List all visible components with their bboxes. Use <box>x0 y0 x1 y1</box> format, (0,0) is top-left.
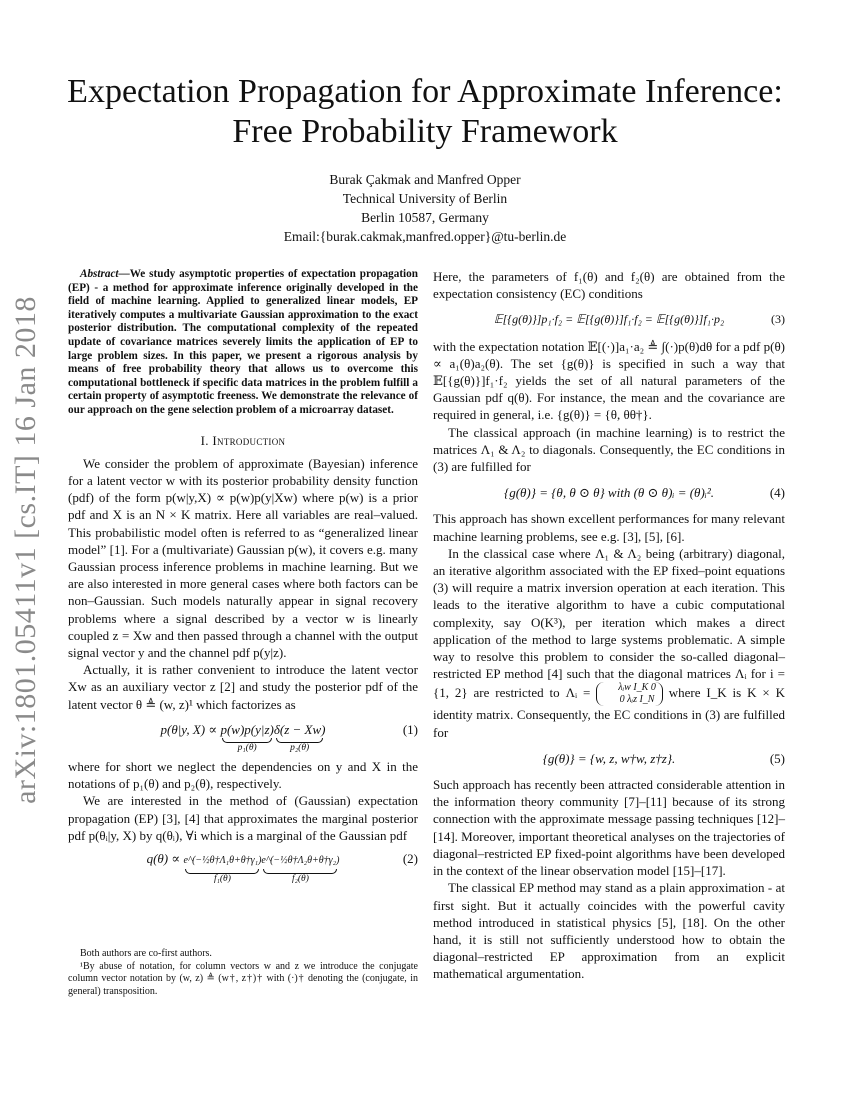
right-paragraph-5b: where I_K is K × K identity matrix. Consequently, the EC conditions in (3) are fulfilled for <box>433 685 785 740</box>
right-column <box>433 268 785 983</box>
eq4-text: {g(θ)} = {θ, θ ⊙ θ} with (θ ⊙ θ)ᵢ = (θ)ᵢ². <box>504 485 714 501</box>
footnote-2: ¹By abuse of notation, for column vectors w and z we introduce the conjugate column vector notation by (w, z) ≜ (w†, z†)† with (·)† denoting the (conjugate, in general) transposition. <box>68 960 418 997</box>
eq2-term-1-text: e^(−½θ†Λ₁θ+θ†γ₁) <box>183 855 262 866</box>
equation-4 <box>433 484 785 501</box>
right-paragraph-3: The classical approach (in machine learning) is to restrict the matrices Λ₁ & Λ₂ to diagonals. Consequently, the EC conditions in (3) are fulfilled for <box>433 424 785 475</box>
author-names: Burak Çakmak and Manfred Opper <box>329 172 521 187</box>
author-email: Email:{burak.cakmak,manfred.opper}@tu-berlin.de <box>283 229 567 244</box>
intro-paragraph-4: We are interested in the method of (Gaussian) expectation propagation (EP) [3], [4] that approximates the marginal posterior pdf p(θᵢ|y, X) by q(θᵢ), ∀i which is a marginal of the Gaussian pdf <box>68 793 418 843</box>
eq2-number: (2) <box>402 851 418 866</box>
eq2-term-1 <box>183 850 261 885</box>
equation-5 <box>433 750 785 767</box>
arxiv-stamp-text: arXiv:1801.05411v1 [cs.IT] 16 Jan 2018 <box>9 296 42 804</box>
right-paragraph-1: Here, the parameters of f₁(θ) and f₂(θ) are obtained from the expectation consistency (EC) conditions <box>433 269 785 302</box>
eq5-number: (5) <box>769 750 785 766</box>
eq2-term-1-label: f₁(θ) <box>213 874 231 885</box>
eq1-term-2-text: δ(z − Xw) <box>273 721 326 737</box>
right-paragraph-7: The classical EP method may stand as a plain approximation - at first sight. But it actually coincides with the powerful cavity method introduced in statistical physics [5], [18]. On the other hand, it is still not sufficiently understood how to obtain the diagonal–restricted EP approximation from an explicit mathematical argumentation. <box>433 880 785 982</box>
title-line-2: Free Probability Framework <box>232 113 618 150</box>
eq2-term-2-label: f₂(θ) <box>291 874 309 885</box>
eq1-term-2-label: p₂(θ) <box>290 742 310 753</box>
eq1-term-1 <box>220 721 273 754</box>
equation-3 <box>433 311 785 328</box>
matrix-row-2: 0 λᵢz I_N <box>619 694 655 706</box>
author-address: Berlin 10587, Germany <box>361 210 489 225</box>
lambda-matrix <box>596 682 663 706</box>
right-paragraph-2: with the expectation notation 𝔼[(·)]a₁·a₂ ≜ ∫(·)p(θ)dθ for a pdf p(θ) ∝ a₁(θ)a₂(θ). The set {g(θ)} is specified in such a way that 𝔼[{g(θ)}]f₁·f₂ yields the set of all natural parameters of the Gaussian pdf q(θ). For instance, the mean and the covariance are required in general, i.e. {g(θ)} = {θ, θθ†}. <box>433 338 785 423</box>
eq1-term-2 <box>274 721 326 754</box>
eq1-number: (1) <box>402 721 418 737</box>
abstract <box>68 268 418 418</box>
eq3-number: (3) <box>771 312 785 327</box>
abstract-label: Abstract <box>80 268 119 280</box>
section-heading-introduction: I. Introduction <box>200 432 286 448</box>
eq2-term-2 <box>261 850 339 885</box>
equation-1 <box>68 721 418 754</box>
lambda-def-lhs: Λᵢ = <box>565 685 597 701</box>
author-affiliation: Technical University of Berlin <box>342 191 508 206</box>
intro-paragraph-1: We consider the problem of approximate (Bayesian) inference for a latent vector w with its posterior probability density function (pdf) of the form p(w|y,X) ∝ p(w)p(y|Xw) where p(w) is a prior pdf and X is an N × K matrix. Here all variables are real–valued. This probabilistic model often is referred to as “generalized linear model” [1]. For a (multivariate) Gaussian p(w), it covers e.g. many Gaussian process inference problems in machine learning. But we are also interested in more general cases where both factors can be non–Gaussian. Such models naturally appear in signal recovery problems where a signal described by a vector w is linearly coupled z = Xw and then passed through a channel with the output signal vector y and the channel pdf p(y|z). <box>68 455 418 660</box>
right-paragraph-5 <box>433 545 785 741</box>
eq1-term-1-text: p(w)p(y|z) <box>220 721 274 737</box>
eq1-term-1-label: p₁(θ) <box>237 742 257 753</box>
right-paragraph-5a: In the classical case where Λ₁ & Λ₂ being (arbitrary) diagonal, an iterative algorithm associated with the EP fixed–point equations (3) will require a matrix inversion operation at each iteration. This leads to the iterative algorithm to have a cubic computational complexity, say O(K³), per iteration which makes a direct application of the method to large systems problematic. A simple way to resolve this problem to consider the so-called diagonal–restricted EP method [4] such that the diagonal matrices Λᵢ for i = {1, 2} are restricted to <box>433 545 785 701</box>
arxiv-stamp <box>2 296 50 804</box>
eq3-text: 𝔼[{g(θ)}]p₁·f₂ = 𝔼[{g(θ)}]f₁·f₂ = 𝔼[{g(θ)}]f₁·p₂ <box>493 312 725 327</box>
eq2-term-2-text: e^(−½θ†Λ₂θ+θ†γ₂) <box>261 855 340 866</box>
eq2-lhs: q(θ) ∝ <box>146 851 184 866</box>
footnote-1: Both authors are co-first authors. <box>80 948 212 959</box>
left-column <box>68 268 418 891</box>
intro-paragraph-2: Actually, it is rather convenient to introduce the latent vector Xw as an auxiliary vector z [2] and study the posterior pdf of the latent vector θ ≜ (w, z)¹ which factorizes as <box>68 662 418 712</box>
abstract-text: —We study asymptotic properties of expectation propagation (EP) - a method for approximate inference originally developed in the field of machine learning. Applied to generalized linear models, EP iteratively computes a multivariate Gaussian approximation to the exact posterior distribution. The computational complexity of the repeated update of covariance matrices severely limits the application of EP to large problem sizes. In this paper, we present a rigorous analysis by means of free probability theory that allows us to overcome this computational bottleneck if specific data matrices in the problem fulfill a certain property of asymptotic freeness. We demonstrate the relevance of our approach on the gene selection problem of a microarray dataset. <box>68 268 418 416</box>
eq1-lhs: p(θ|y, X) ∝ <box>160 721 221 737</box>
footnotes <box>68 948 418 998</box>
eq5-text: {g(θ)} = {w, z, w†w, z†z}. <box>542 750 676 766</box>
paper-title <box>0 72 850 152</box>
title-line-1: Expectation Propagation for Approximate Inference: <box>67 73 783 110</box>
eq4-number: (4) <box>769 485 785 501</box>
right-paragraph-6: Such approach has recently been attracted considerable attention in the information theory community [7]–[11] because of its strong connection with the approximate message passing techniques [12]–[14]. Moreover, important theoretical analyses on the trajectories of diagonal–restricted EP fixed-point algorithms have been developed in the context of the linear observation model [15]–[17]. <box>433 777 785 879</box>
author-block <box>0 170 850 246</box>
right-paragraph-4: This approach has shown excellent performances for many relevant machine learning problems, see e.g. [3], [5], [6]. <box>433 511 785 544</box>
equation-2 <box>68 850 418 885</box>
intro-paragraph-3: where for short we neglect the dependencies on y and X in the notations of p₁(θ) and p₂(θ), respectively. <box>68 758 418 792</box>
matrix-row-1: λᵢw I_K 0 <box>618 682 656 694</box>
